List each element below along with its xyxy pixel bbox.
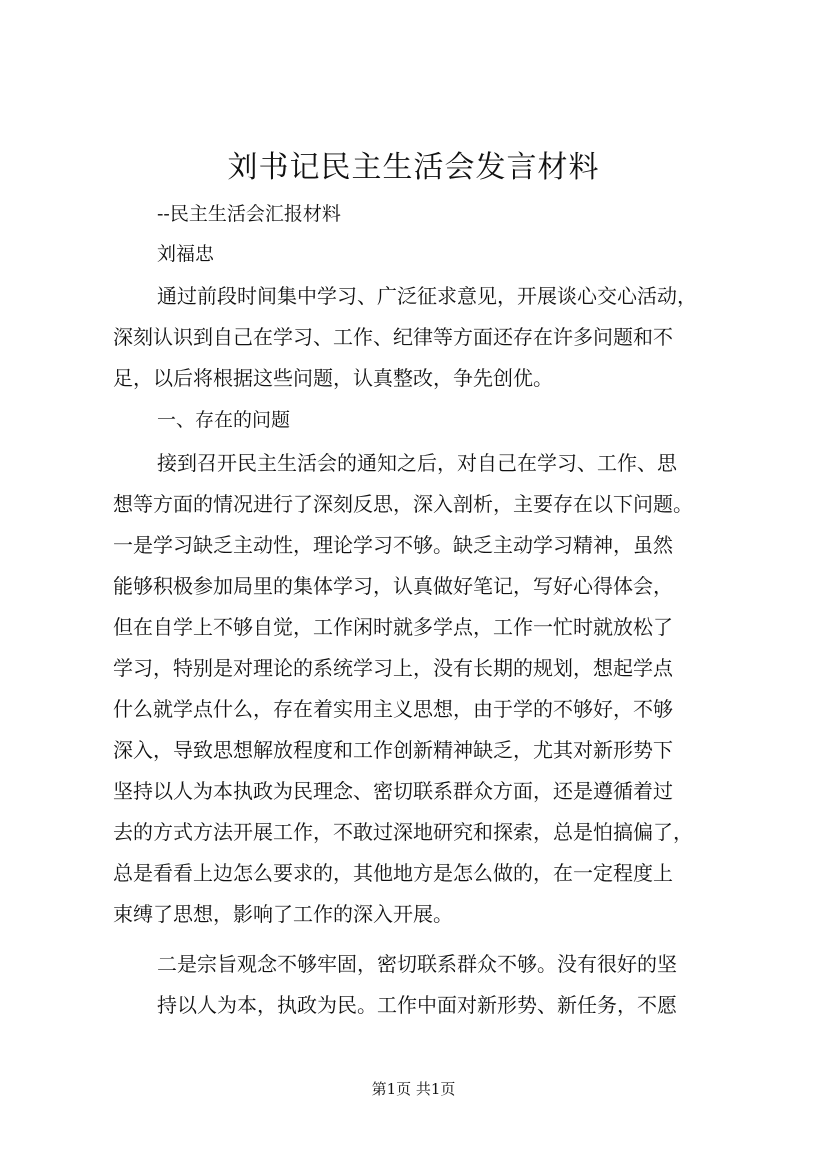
document-subtitle: --民主生活会汇报材料 (157, 203, 341, 225)
paragraph-line: 通过前段时间集中学习、广泛征求意见，开展谈心交心活动， (157, 284, 697, 308)
document-title: 刘书记民主生活会发言材料 (227, 150, 600, 185)
paragraph-line: 足，以后将根据这些问题，认真整改，争先创优。 (113, 366, 553, 390)
paragraph-line: 总是看看上边怎么要求的，其他地方是怎么做的，在一定程度上 (113, 861, 673, 885)
paragraph-line: 深刻认识到自己在学习、工作、纪律等方面还存在许多问题和不 (113, 325, 673, 349)
document-author: 刘福忠 (157, 243, 215, 265)
paragraph-line: 什么就学点什么，存在着实用主义思想，由于学的不够好，不够 (113, 697, 673, 721)
page-footer: 第1页 共1页 (371, 1080, 456, 1098)
paragraph-line: 一是学习缺乏主动性，理论学习不够。缺乏主动学习精神，虽然 (113, 533, 673, 557)
paragraph-line: 二是宗旨观念不够牢固，密切联系群众不够。没有很好的坚 (157, 952, 677, 976)
paragraph-line: 深入，导致思想解放程度和工作创新精神缺乏，尤其对新形势下 (113, 738, 673, 762)
paragraph-line: 坚持以人为本执政为民理念、密切联系群众方面，还是遵循着过 (113, 779, 673, 803)
paragraph-line: 去的方式方法开展工作，不敢过深地研究和探索，总是怕搞偏了， (113, 820, 693, 844)
paragraph-line: 束缚了思想，影响了工作的深入开展。 (113, 902, 453, 926)
paragraph-line: 但在自学上不够自觉，工作闲时就多学点，工作一忙时就放松了 (113, 615, 673, 639)
section-heading: 一、存在的问题 (157, 409, 291, 431)
paragraph-line: 想等方面的情况进行了深刻反思，深入剖析，主要存在以下问题。 (113, 492, 693, 516)
paragraph-line: 学习，特别是对理论的系统学习上，没有长期的规划，想起学点 (113, 656, 673, 680)
paragraph-line: 持以人为本，执政为民。工作中面对新形势、新任务，不愿 (157, 993, 677, 1017)
paragraph-line: 接到召开民主生活会的通知之后，对自己在学习、工作、思 (157, 451, 677, 475)
paragraph-line: 能够积极参加局里的集体学习，认真做好笔记，写好心得体会， (113, 574, 673, 598)
